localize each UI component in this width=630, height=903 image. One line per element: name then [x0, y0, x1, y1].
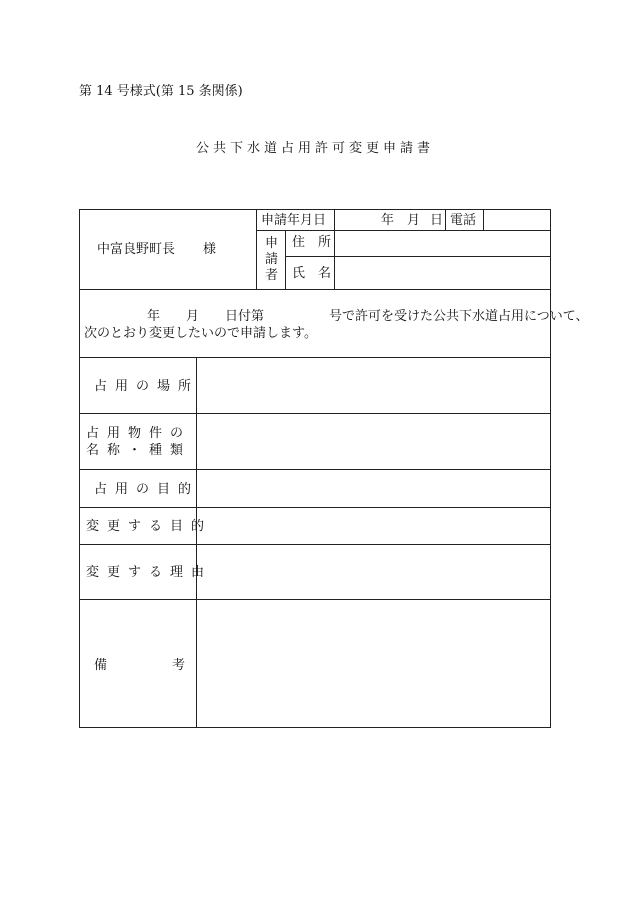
statement-line-1: 年 月 日付第 号で許可を受けた公共下水道占用について、: [147, 309, 589, 324]
form-title: 公共下水道占用許可変更申請書: [195, 141, 434, 156]
row-label-change-reason: 変更する理由: [86, 565, 213, 580]
row-label-occupancy-location: 占用の場所: [94, 379, 200, 394]
addressee-name: 中富良野町長: [97, 242, 176, 257]
address-label: 住 所: [292, 235, 332, 250]
col-divider: [256, 210, 257, 289]
phone-field[interactable]: [484, 211, 549, 229]
row-label-remarks-right: 考: [172, 658, 186, 673]
change-reason-field[interactable]: [198, 545, 549, 598]
application-form-table: [79, 209, 589, 728]
occupancy-purpose-field[interactable]: [198, 470, 549, 506]
remarks-field[interactable]: [198, 600, 549, 726]
col-divider: [285, 230, 286, 289]
occupied-object-field[interactable]: [198, 414, 549, 468]
name-field[interactable]: [336, 257, 549, 288]
date-month: 月: [407, 213, 421, 228]
applicant-label-char: 者: [265, 268, 279, 283]
date-day: 日: [430, 213, 444, 228]
row-label-change-purpose: 変更する目的: [86, 519, 213, 534]
applicant-label-char: 請: [265, 252, 279, 267]
applicant-label-char: 申: [265, 236, 279, 251]
row-label-occupied-object-line2: 名称・種類: [86, 443, 192, 458]
row-label-occupancy-purpose: 占用の目的: [94, 482, 200, 497]
row-label-occupied-object-line1: 占用物件の: [86, 426, 192, 441]
col-divider: [445, 210, 446, 230]
phone-label: 電話: [450, 213, 477, 228]
name-label: 氏 名: [292, 266, 332, 281]
form-number: 第 14 号様式(第 15 条関係): [79, 84, 243, 99]
label-column-divider: [196, 357, 197, 727]
col-divider: [334, 210, 335, 289]
row-divider: [80, 289, 550, 290]
date-year: 年: [381, 213, 395, 228]
occupancy-location-field[interactable]: [198, 358, 549, 412]
application-date-label: 申請年月日: [261, 213, 327, 228]
row-label-remarks-left: 備: [94, 658, 108, 673]
statement-line-2: 次のとおり変更したいので申請します。: [84, 326, 317, 341]
change-purpose-field[interactable]: [198, 508, 549, 543]
address-field[interactable]: [336, 231, 549, 255]
addressee-honorific: 様: [203, 242, 217, 257]
